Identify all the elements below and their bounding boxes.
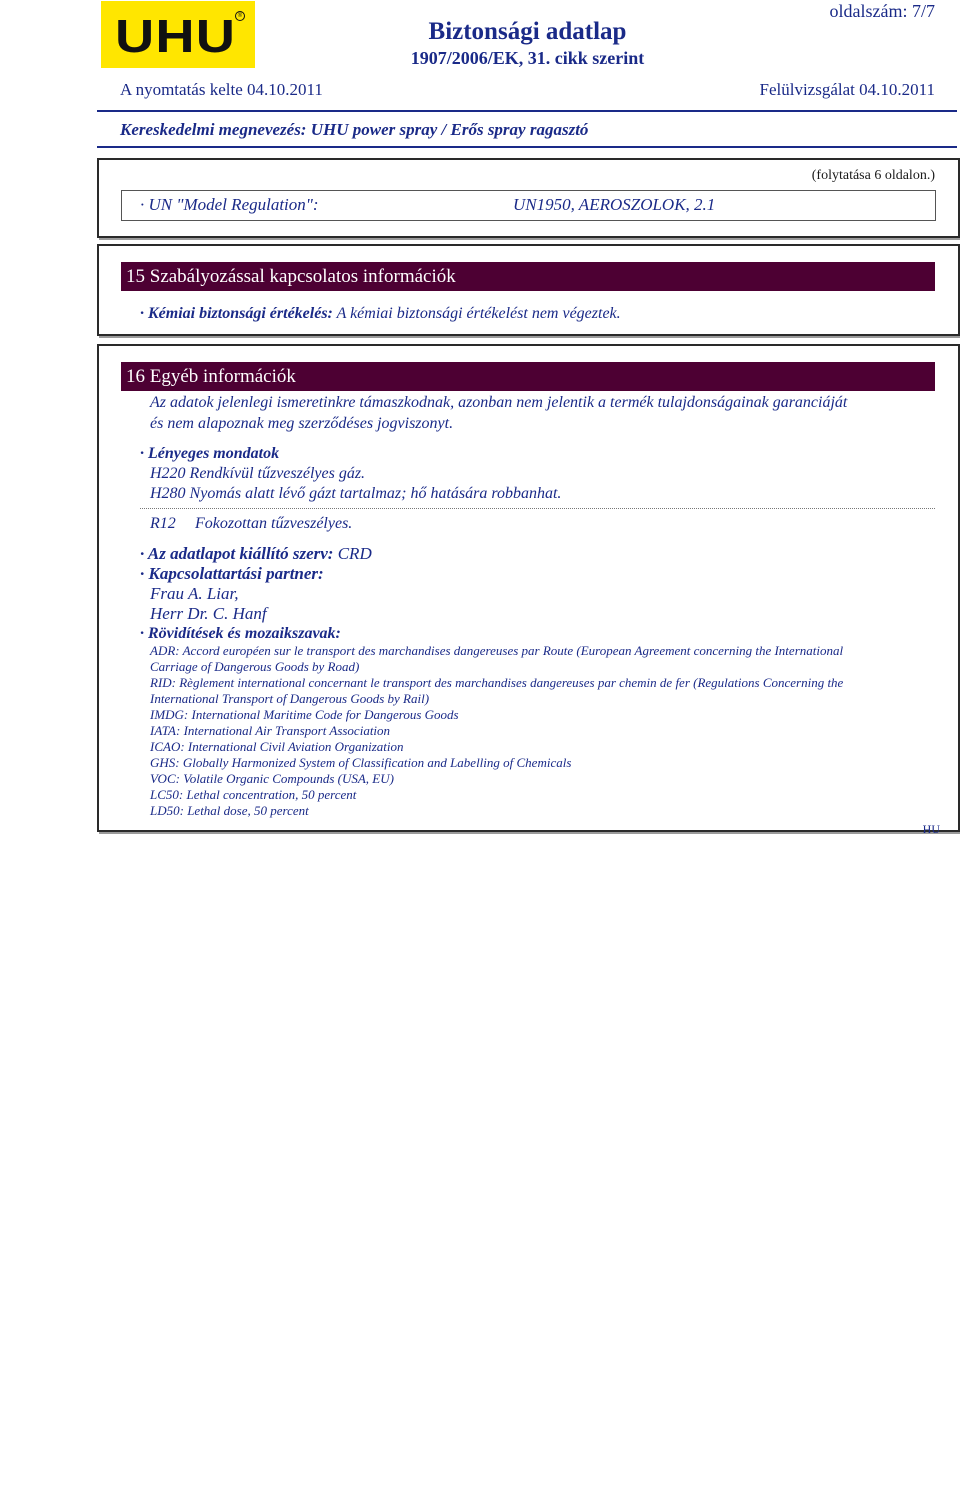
relevant-phrases-label: · Lényeges mondatok [140, 445, 280, 462]
abbreviations-label: · Rövidítések és mozaikszavak: [140, 625, 341, 642]
r12-text: Fokozottan tűzveszélyes. [195, 515, 353, 532]
intro-line-2: és nem alapoznak meg szerződéses jogviszonyt. [150, 415, 454, 432]
header-divider [97, 110, 957, 112]
h220-phrase: H220 Rendkívül tűzveszélyes gáz. [150, 465, 366, 482]
abbreviation-line: LD50: Lethal dose, 50 percent [150, 803, 309, 818]
document-subtitle: 1907/2006/EK, 31. cikk szerint [410, 48, 645, 68]
csa-label: · Kémiai biztonsági értékelés: [140, 305, 333, 322]
abbreviation-line: GHS: Globally Harmonized System of Classification and Labelling of Chemicals [150, 755, 572, 770]
dotted-separator [140, 508, 935, 509]
revision-date: Felülvizsgálat 04.10.2011 [759, 80, 935, 99]
abbreviation-line: VOC: Volatile Organic Compounds (USA, EU) [150, 771, 394, 786]
issuer-value: CRD [337, 544, 372, 563]
section-15-heading: 15 Szabályozással kapcsolatos információk [121, 262, 935, 291]
csa-value: A kémiai biztonsági értékelést nem végeztek. [336, 305, 621, 322]
abbreviation-line: ADR: Accord européen sur le transport des marchandises dangereuses par Route (European Agreement concerning the International [150, 643, 844, 658]
abbreviation-line: LC50: Lethal concentration, 50 percent [150, 787, 357, 802]
page-number: oldalszám: 7/7 [829, 1, 935, 21]
abbreviation-line: RID: Règlement international concernant le transport des marchandises dangereuses par chemin de fer (Regulations Concerning the [150, 675, 844, 690]
abbreviation-line: International Transport of Dangerous Goods by Rail) [150, 691, 430, 706]
document-title: Biztonsági adatlap [428, 18, 627, 45]
header-divider-bottom [97, 146, 957, 148]
contact-name-1: Frau A. Liar, [150, 584, 239, 603]
print-date: A nyomtatás kelte 04.10.2011 [120, 80, 323, 99]
r12-code: R12 [150, 515, 176, 532]
contact-name-2: Herr Dr. C. Hanf [150, 604, 267, 623]
un-model-value: UN1950, AEROSZOLOK, 2.1 [513, 195, 716, 214]
registered-mark-icon: ® [235, 11, 245, 21]
un-model-label: · UN "Model Regulation": [140, 195, 319, 214]
chemical-safety-assessment [140, 304, 621, 324]
section-16-heading: 16 Egyéb információk [121, 362, 935, 391]
intro-line-1: Az adatok jelenlegi ismeretinkre támaszkodnak, azonban nem jelentik a termék tulajdonságainak garanciáját [150, 394, 848, 411]
abbreviation-line: Carriage of Dangerous Goods by Road) [150, 659, 360, 674]
contact-label: · Kapcsolattartási partner: [140, 564, 324, 583]
logo-text: UHU [115, 10, 237, 62]
language-code: HU [922, 822, 940, 836]
trade-name: Kereskedelmi megnevezés: UHU power spray / Erős spray ragasztó [120, 120, 589, 139]
issuer-label: · Az adatlapot kiállító szerv: [140, 544, 334, 563]
continued-note: (folytatása 6 oldalon.) [811, 168, 935, 183]
abbreviation-line: ICAO: International Civil Aviation Organization [150, 739, 404, 754]
issuer-line [140, 544, 372, 564]
abbreviation-line: IMDG: International Maritime Code for Dangerous Goods [150, 707, 459, 722]
abbreviation-line: IATA: International Air Transport Association [150, 723, 391, 738]
h280-phrase: H280 Nyomás alatt lévő gázt tartalmaz; hő hatására robbanhat. [150, 485, 562, 502]
